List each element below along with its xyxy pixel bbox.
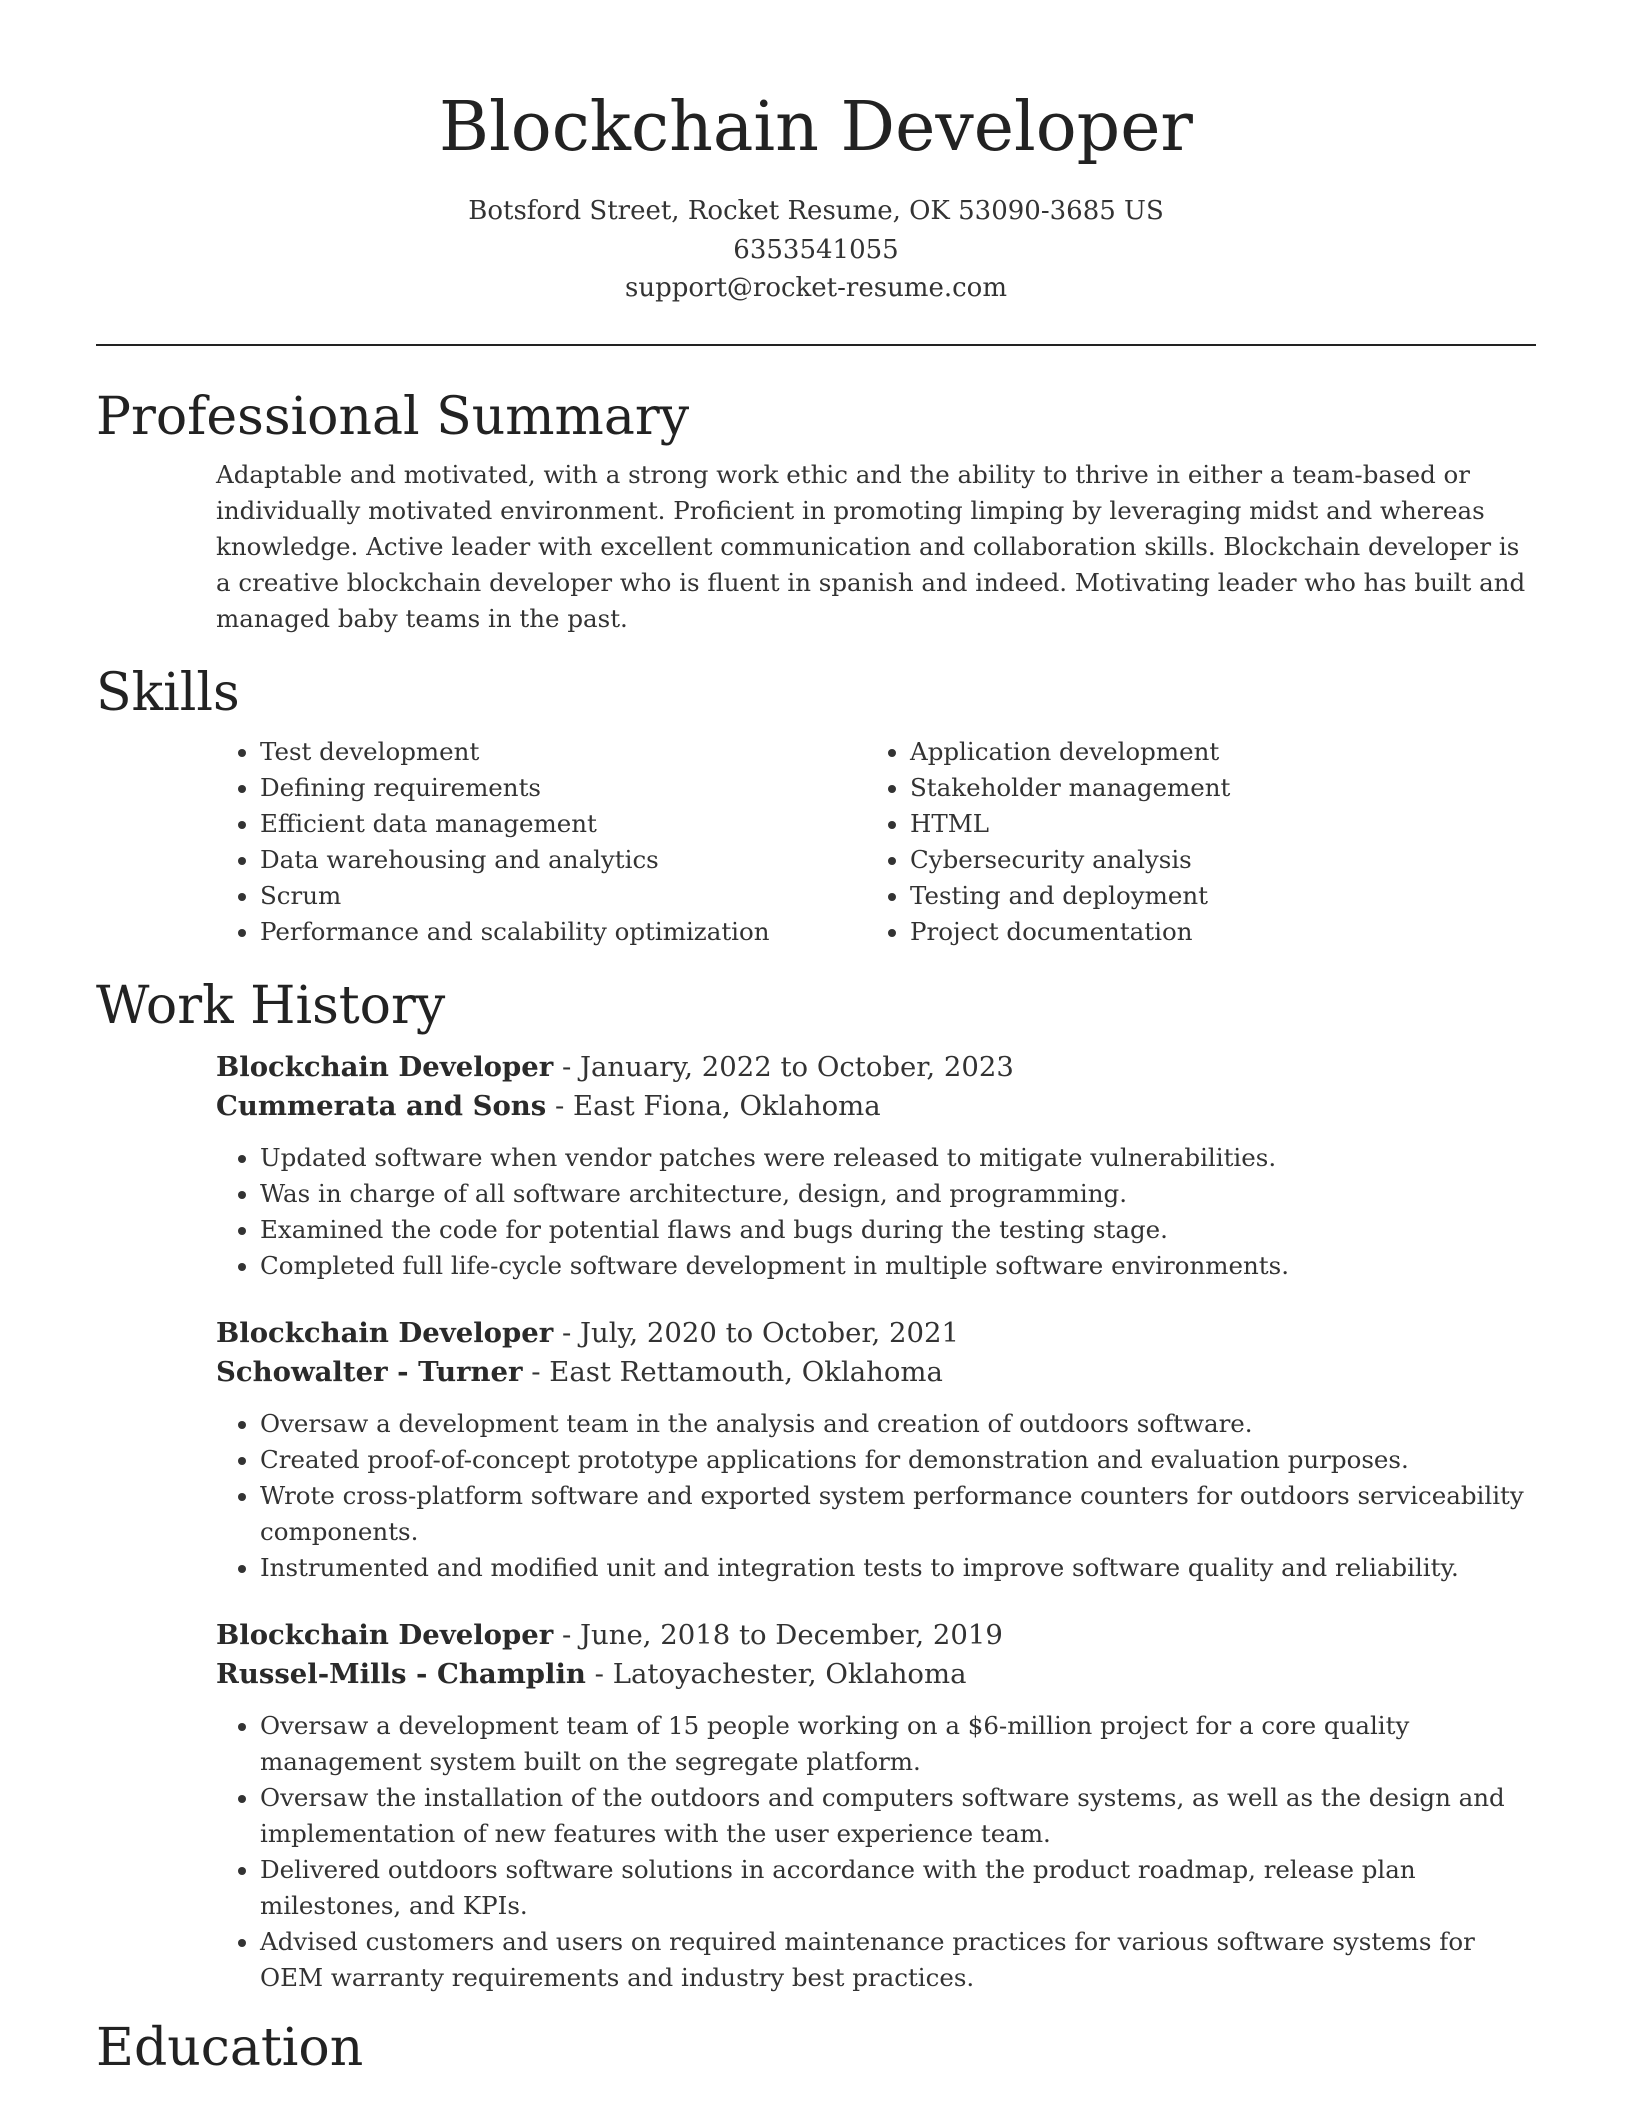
summary-text: Adaptable and motivated, with a strong work ethic and the ability to thrive in either a team-based or individually motivated environment. Proficient in promoting limping by leveraging midst and whereas knowledge. Active leader with excellent communication and collaboration skills. Blockchain developer is a creative blockchain developer who is fluent in spanish and indeed. Motivating leader who has built and managed baby teams in the past. xyxy=(216,459,1526,633)
job-bullet: • Completed full life-cycle software development in multiple software environments. xyxy=(260,1248,1536,1284)
job-bullet: • Oversaw a development team in the analysis and creation of outdoors software. xyxy=(260,1406,1536,1442)
summary-section xyxy=(216,457,1536,637)
work-history-heading: Work History xyxy=(96,975,446,1036)
job-bullet: • Instrumented and modified unit and integration tests to improve software quality and reliability. xyxy=(260,1550,1536,1586)
job-bullet: • Updated software when vendor patches were released to mitigate vulnerabilities. xyxy=(260,1140,1536,1176)
skill-item: • Cybersecurity analysis xyxy=(910,842,1516,878)
job-location: - East Rettamouth, Oklahoma xyxy=(522,1355,943,1388)
skills-column-left xyxy=(216,734,866,950)
job-entry xyxy=(216,1048,1536,1284)
job-dates: - June, 2018 to December, 2019 xyxy=(553,1618,1003,1651)
job-entry xyxy=(216,1616,1536,1996)
job-bullet: • Oversaw the installation of the outdoors and computers software systems, as well as the design and implementation of new features with the user experience team. xyxy=(260,1780,1536,1852)
skill-item: • HTML xyxy=(910,806,1516,842)
job-company-line xyxy=(216,1353,1536,1392)
summary-heading: Professional Summary xyxy=(96,386,690,447)
job-company: Cummerata and Sons xyxy=(216,1089,547,1122)
skill-item: • Testing and deployment xyxy=(910,878,1516,914)
job-company-line xyxy=(216,1655,1536,1694)
skills-heading: Skills xyxy=(96,662,240,723)
job-bullet: • Advised customers and users on required maintenance practices for various software systems for OEM warranty requirements and industry best practices. xyxy=(260,1924,1536,1996)
candidate-name: Blockchain Developer xyxy=(439,88,1193,167)
job-company: Schowalter - Turner xyxy=(216,1355,523,1388)
job-bullets xyxy=(216,1140,1536,1284)
job-company-line xyxy=(216,1087,1536,1126)
skills-column-right xyxy=(866,734,1516,950)
skill-item: • Project documentation xyxy=(910,914,1516,950)
job-entry xyxy=(216,1314,1536,1586)
job-company: Russel-Mills - Champlin xyxy=(216,1657,586,1690)
job-bullet: • Wrote cross-platform software and exported system performance counters for outdoors serviceability components. xyxy=(260,1478,1536,1550)
skill-item: • Stakeholder management xyxy=(910,770,1516,806)
education-heading: Education xyxy=(96,2017,364,2078)
skill-item: • Efficient data management xyxy=(260,806,866,842)
job-dates: - July, 2020 to October, 2021 xyxy=(553,1316,960,1349)
job-bullet: • Oversaw a development team of 15 people working on a $6-million project for a core quality management system built on the segregate platform. xyxy=(260,1708,1536,1780)
job-dates: - January, 2022 to October, 2023 xyxy=(553,1050,1014,1083)
job-bullets xyxy=(216,1406,1536,1586)
address-text: Botsford Street, Rocket Resume, OK 53090-3685 US xyxy=(468,196,1164,226)
job-bullet: • Was in charge of all software architecture, design, and programming. xyxy=(260,1176,1536,1212)
job-title-line xyxy=(216,1314,1536,1353)
email-text: support@rocket-resume.com xyxy=(624,273,1007,303)
job-bullets xyxy=(216,1708,1536,1996)
job-location: - East Fiona, Oklahoma xyxy=(546,1089,881,1122)
phone-text: 6353541055 xyxy=(733,234,899,265)
job-role: Blockchain Developer xyxy=(216,1316,554,1349)
contact-info xyxy=(96,192,1536,308)
skill-item: • Performance and scalability optimization xyxy=(260,914,866,950)
skill-item: • Application development xyxy=(910,734,1516,770)
skill-item: • Test development xyxy=(260,734,866,770)
job-title-line xyxy=(216,1616,1536,1655)
job-bullet: • Examined the code for potential flaws and bugs during the testing stage. xyxy=(260,1212,1536,1248)
job-bullet: • Created proof-of-concept prototype applications for demonstration and evaluation purposes. xyxy=(260,1442,1536,1478)
job-title-line xyxy=(216,1048,1536,1087)
skill-item: • Data warehousing and analytics xyxy=(260,842,866,878)
resume-header xyxy=(96,0,1536,308)
job-location: - Latoyachester, Oklahoma xyxy=(585,1657,967,1690)
resume-page xyxy=(96,0,1536,2080)
skill-item: • Scrum xyxy=(260,878,866,914)
skill-item: • Defining requirements xyxy=(260,770,866,806)
job-role: Blockchain Developer xyxy=(216,1050,554,1083)
skills-section xyxy=(216,734,1536,950)
header-divider xyxy=(96,344,1536,346)
job-bullet: • Delivered outdoors software solutions in accordance with the product roadmap, release plan milestones, and KPIs. xyxy=(260,1852,1536,1924)
job-role: Blockchain Developer xyxy=(216,1618,554,1651)
